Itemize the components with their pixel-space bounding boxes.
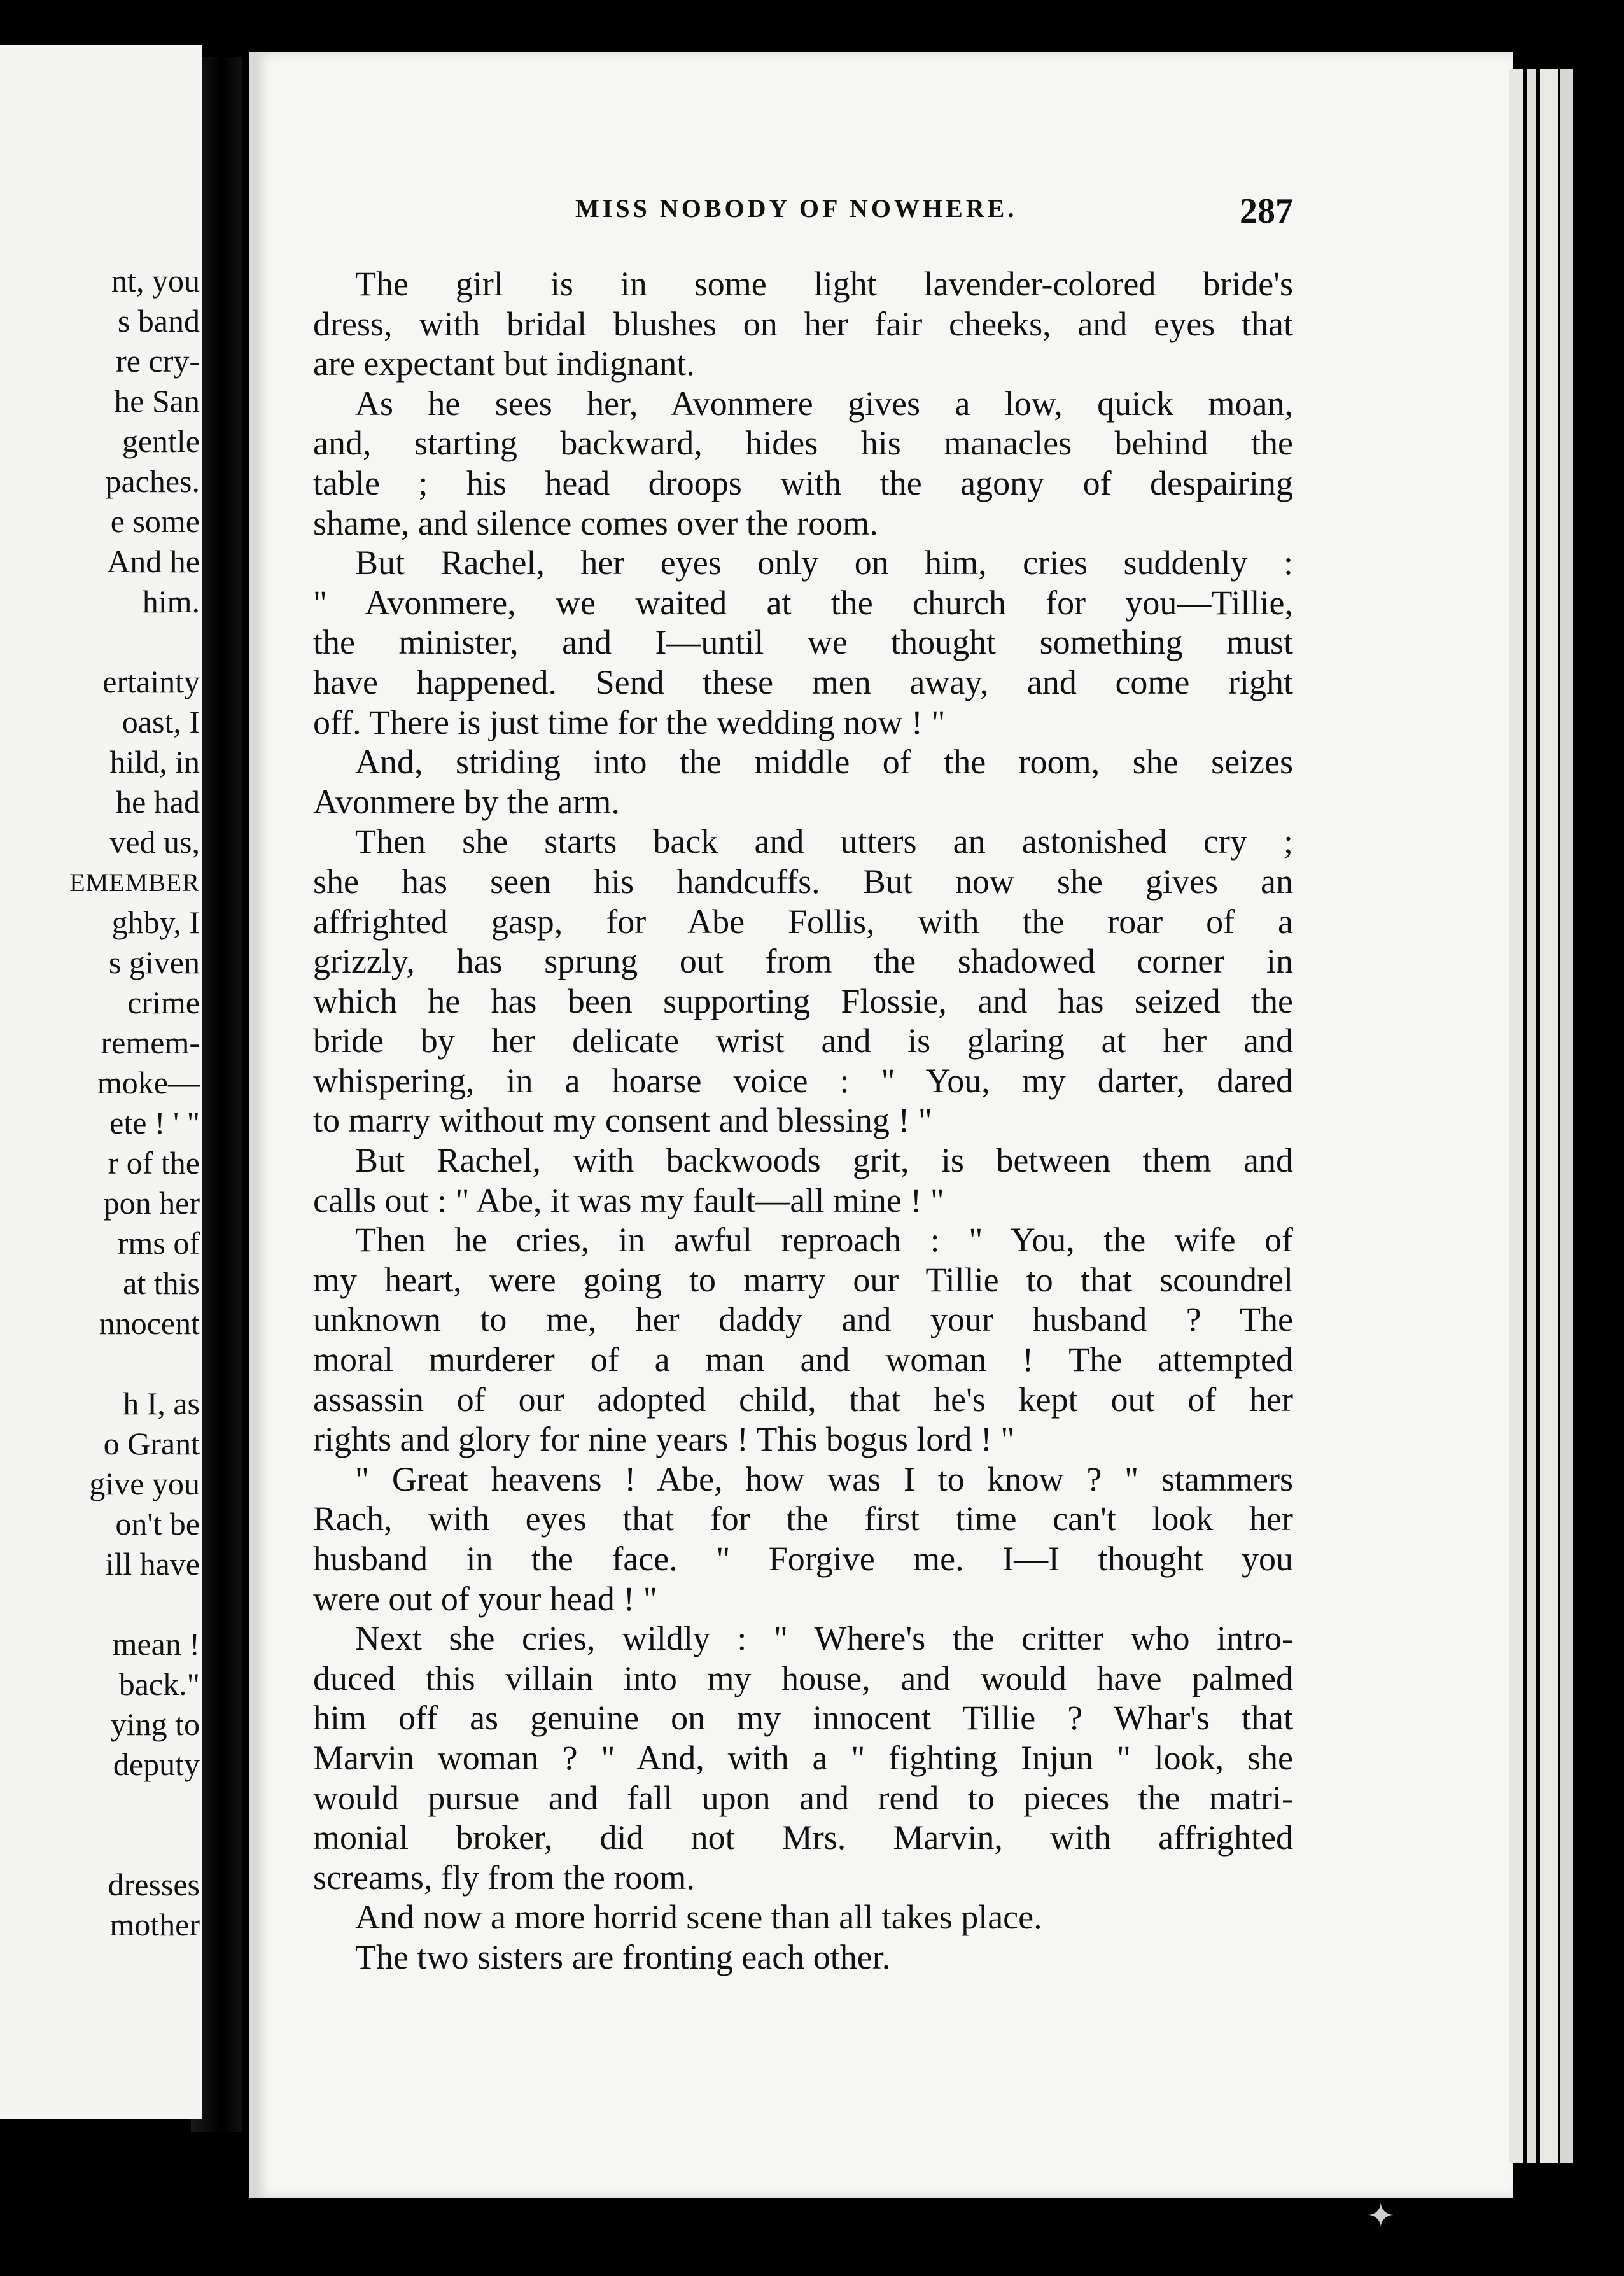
left-page-line: re cry- — [116, 343, 200, 379]
text-line: assassin of our adopted child, that he's kept out of her — [313, 1380, 1293, 1419]
text-line: monial broker, did not Mrs. Marvin, with affrighted — [313, 1818, 1293, 1857]
running-head — [316, 139, 1293, 231]
text-line: she has seen his handcuffs. But now she gives an — [313, 862, 1293, 901]
left-page-line: him. — [142, 584, 200, 619]
left-page-line: s given — [108, 945, 200, 980]
text-line: affrighted gasp, for Abe Follis, with the roar of a — [313, 902, 1293, 941]
text-line: are expectant but indignant. — [313, 344, 695, 383]
scan-speck-icon: ✦ — [1367, 2197, 1395, 2235]
page-edge — [1509, 69, 1523, 2163]
left-page-line: h I, as — [123, 1386, 200, 1421]
text-line: my heart, were going to marry our Tillie to that scoundrel — [313, 1260, 1293, 1299]
text-line: But Rachel, her eyes only on him, cries suddenly : — [355, 544, 1293, 582]
text-line: would pursue and fall upon and rend to pieces the matri- — [313, 1778, 1293, 1817]
left-page-line: ertainty — [102, 664, 200, 699]
left-page-line: rms of — [117, 1225, 200, 1261]
left-page-line: moke— — [97, 1065, 200, 1100]
left-page-line — [0, 1785, 202, 1825]
text-line: " Avonmere, we waited at the church for you—Tillie, — [313, 583, 1293, 622]
left-page-line: hild, in — [109, 744, 200, 780]
text-line: The girl is in some light lavender-colored bride's — [355, 265, 1293, 303]
text-line: But Rachel, with backwoods grit, is between them and — [355, 1141, 1293, 1180]
left-page-line: give you — [89, 1466, 200, 1501]
text-line: duced this villain into my house, and would have palmed — [313, 1659, 1293, 1697]
text-line: Next she cries, wildly : " Where's the critter who intro- — [355, 1619, 1293, 1658]
text-line: and, starting backward, hides his manacles behind the — [313, 424, 1293, 463]
left-page-line: r of the — [108, 1145, 200, 1181]
running-title: MISS NOBODY OF NOWHERE. — [575, 194, 1018, 223]
text-line: were out of your head ! " — [313, 1579, 657, 1618]
text-line: Then he cries, in awful reproach : " You, the wife of — [355, 1221, 1293, 1260]
left-page-line: ill have — [105, 1546, 200, 1582]
left-page-line: pon her — [103, 1185, 200, 1221]
left-page-line: s band — [117, 303, 200, 339]
text-line: table ; his head droops with the agony of despairing — [313, 463, 1293, 502]
page-edge — [1527, 69, 1536, 2163]
left-page-line: ved us, — [109, 824, 200, 860]
left-page-line: ying to — [110, 1706, 200, 1742]
left-page-line: nnocent — [99, 1305, 200, 1341]
text-line: And, striding into the middle of the room, she seizes — [355, 743, 1293, 782]
left-page-line: ghby, I — [111, 904, 200, 940]
text-line: rights and glory for nine years ! This bogus lord ! " — [313, 1420, 1015, 1459]
page-edge — [1560, 69, 1573, 2163]
left-page-line — [0, 1344, 202, 1384]
text-line: unknown to me, her daddy and your husband ? The — [313, 1300, 1293, 1339]
text-line: off. There is just time for the wedding now ! " — [313, 703, 946, 741]
text-line: him off as genuine on my innocent Tillie ? Whar's that — [313, 1699, 1293, 1738]
left-page-line: mother — [109, 1907, 200, 1942]
left-page-line: e some — [110, 503, 200, 539]
left-page-line — [0, 1825, 202, 1865]
text-line: moral murderer of a man and woman ! The attempted — [313, 1340, 1293, 1379]
left-page-line: back." — [118, 1666, 200, 1702]
text-line: have happened. Send these men away, and come right — [313, 663, 1293, 701]
text-line: calls out : " Abe, it was my fault—all mine ! " — [313, 1181, 944, 1219]
text-line: screams, fly from the room. — [313, 1858, 695, 1897]
text-line: the minister, and I—until we thought something must — [313, 623, 1293, 662]
left-page-line: on't be — [115, 1506, 200, 1542]
body-text — [313, 264, 1293, 1977]
left-page-line: at this — [123, 1265, 200, 1301]
text-line: shame, and silence comes over the room. — [313, 503, 878, 542]
left-page-line: gentle — [122, 423, 200, 459]
text-line: which he has been supporting Flossie, and has seized the — [313, 981, 1293, 1020]
text-line: dress, with bridal blushes on her fair cheeks, and eyes that — [313, 304, 1293, 343]
left-page-line: he San — [114, 383, 200, 419]
left-page-line: crime — [127, 985, 200, 1020]
left-page-line: mean ! — [112, 1626, 200, 1662]
text-line: The two sisters are fronting each other. — [355, 1937, 891, 1976]
text-line: to marry without my consent and blessing ! " — [313, 1101, 932, 1140]
left-page — [0, 45, 202, 2119]
left-page-line: dresses — [108, 1867, 200, 1902]
left-page-line: he had — [116, 784, 200, 820]
text-line: Then she starts back and utters an astonished cry ; — [355, 822, 1293, 861]
left-page-line: o Grant — [103, 1426, 200, 1461]
text-line: Avonmere by the arm. — [313, 782, 620, 821]
left-page-line: EMEMBER — [69, 868, 200, 897]
page-edge — [1540, 69, 1558, 2163]
left-page-line: And he — [107, 544, 200, 579]
left-page-line: paches. — [105, 463, 200, 499]
text-line: bride by her delicate wrist and is glaring at her and — [313, 1022, 1293, 1060]
text-line: whispering, in a hoarse voice : " You, my darter, dared — [313, 1061, 1293, 1100]
left-page-line: oast, I — [122, 704, 200, 740]
left-page-line: remem- — [101, 1025, 200, 1060]
text-line: " Great heavens ! Abe, how was I to know ? " stammers — [355, 1459, 1293, 1498]
left-page-line: deputy — [113, 1746, 200, 1782]
left-page-line — [0, 622, 202, 662]
text-line: Rach, with eyes that for the first time can't look her — [313, 1500, 1293, 1538]
text-line: And now a more horrid scene than all takes place. — [355, 1898, 1042, 1937]
left-page-text — [0, 261, 202, 1945]
text-line: As he sees her, Avonmere gives a low, quick moan, — [355, 384, 1293, 423]
text-line: Marvin woman ? " And, with a " fighting Injun " look, she — [313, 1738, 1293, 1777]
left-page-line — [0, 1584, 202, 1624]
page-number: 287 — [1240, 192, 1293, 231]
text-line: husband in the face. " Forgive me. I—I thought you — [313, 1540, 1293, 1578]
text-line: grizzly, has sprung out from the shadowed corner in — [313, 942, 1293, 981]
left-page-line: nt, you — [111, 263, 200, 299]
left-page-line: ete ! ' " — [109, 1105, 200, 1141]
